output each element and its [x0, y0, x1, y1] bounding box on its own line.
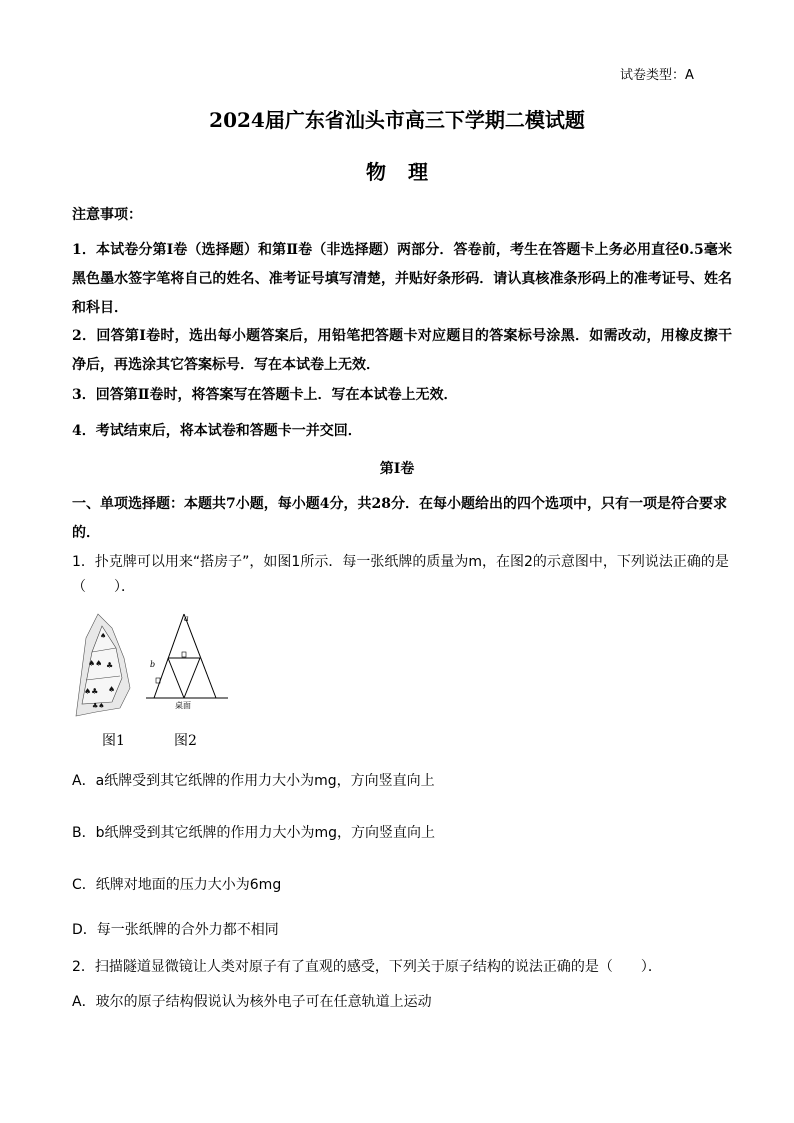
notice-item-2: 2．回答第Ⅰ卷时，选出每小题答案后，用铅笔把答题卡对应题目的答案标号涂黑．如需改动，用橡皮擦干净后，再选涂其它答案标号．写在本试卷上无效． [72, 328, 732, 373]
svg-text:♠♠: ♠♠ [88, 659, 103, 668]
notice-item-3: 3．回答第Ⅱ卷时，将答案写在答题卡上．写在本试卷上无效． [72, 387, 458, 403]
question-1-stem: 1．扑克牌可以用来“搭房子”，如图1所示．每一张纸牌的质量为m，在图2的示意图中，下列说法正确的是（ ）． [72, 554, 729, 595]
subject-title: 物理 [366, 160, 450, 184]
svg-text:♠♣: ♠♣ [84, 687, 99, 696]
question-1-option-d: D．每一张纸牌的合外力都不相同 [72, 922, 279, 938]
card-house-figures [72, 608, 242, 718]
notice-heading: 注意事项： [72, 207, 142, 223]
notice-item-4: 4．考试结束后，将本试卷和答题卡一并交回． [72, 423, 362, 439]
fig2-label-b: b [150, 660, 156, 669]
question-1-option-a: A．a纸牌受到其它纸牌的作用力大小为mg，方向竖直向上 [72, 773, 435, 789]
question-2-stem: 2．扫描隧道显微镜让人类对原子有了直观的感受，下列关于原子结构的说法正确的是（ ）． [72, 959, 662, 975]
fig2-label-table: 桌面 [175, 701, 191, 710]
question-2-option-a: A．玻尔的原子结构假说认为核外电子可在任意轨道上运动 [72, 994, 432, 1010]
exam-type-label: 试卷类型：A [620, 68, 694, 83]
svg-text:♣: ♣ [106, 661, 114, 670]
card-house-photo [76, 614, 130, 716]
exam-title: 2024届广东省汕头市高三下学期二模试题 [209, 108, 585, 132]
section1-heading: 一、单项选择题：本题共7小题，每小题4分，共28分．在每小题给出的四个选项中，只有一项是符合要求的． [72, 496, 727, 541]
figure-1-caption: 图1 [102, 733, 125, 749]
figure-2-caption: 图2 [174, 733, 197, 749]
question-1-figures [72, 608, 242, 718]
fig2-label-a: a [184, 614, 189, 623]
svg-text:♠: ♠ [108, 685, 116, 694]
question-1-option-c: C．纸牌对地面的压力大小为6mg [72, 877, 282, 893]
svg-text:♣♠: ♣♠ [92, 702, 105, 710]
card-house-diagram [146, 614, 228, 698]
notice-item-1: 1．本试卷分第Ⅰ卷（选择题）和第Ⅱ卷（非选择题）两部分．答卷前，考生在答题卡上务必用直径0.5毫米黑色墨水签字笔将自己的姓名、准考证号填写清楚，并贴好条形码．请认真核准条形码上的准考证号、姓名和科目． [72, 242, 732, 316]
part1-title: 第Ⅰ卷 [379, 461, 415, 477]
svg-text:♠: ♠ [100, 632, 107, 640]
question-1-option-b: B．b纸牌受到其它纸牌的作用力大小为mg，方向竖直向上 [72, 825, 436, 841]
